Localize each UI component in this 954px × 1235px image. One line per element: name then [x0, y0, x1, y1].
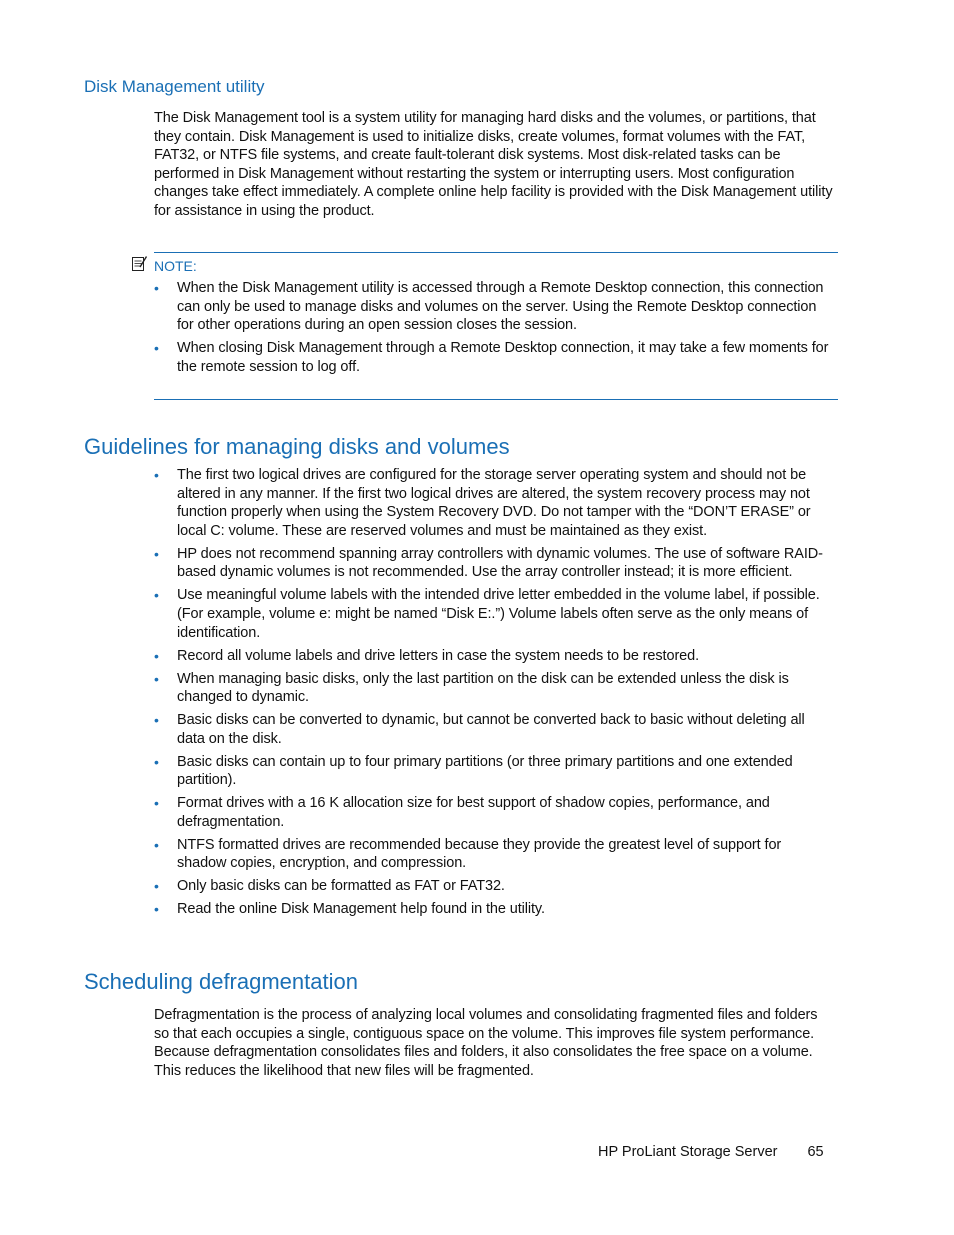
bullet-dot-icon: • [154, 753, 159, 770]
note-header [131, 255, 197, 277]
guideline-item: • Read the online Disk Management help found in the utility. [154, 901, 545, 918]
note-item: • When closing Disk Management through a Remote Desktop connection, it may take a few moments for the remote session to log off. [154, 340, 829, 375]
guideline-item: • Only basic disks can be formatted as FAT or FAT32. [154, 878, 505, 895]
note-item: • When the Disk Management utility is accessed through a Remote Desktop connection, this connection can only be used to manage disks and volumes on the server. Using the Remote Desktop connection for other operations during an open session closes the session. [154, 280, 824, 334]
defragmentation-paragraph: Defragmentation is the process of analyzing local volumes and consolidating fragmented files and folders so that each occupies a single, contiguous space on the volume. This improves file system performance. Because defragmentation consolidates files and folders, it also consolidates the free space on a volume. This reduces the likelihood that new files will be fragmented. [154, 1007, 818, 1079]
bullet-dot-icon: • [154, 587, 159, 604]
guideline-item: • Basic disks can contain up to four primary partitions (or three primary partitions and one extended partition). [154, 753, 793, 789]
guideline-item: • When managing basic disks, only the last partition on the disk can be extended unless the disk is changed to dynamic. [154, 670, 789, 706]
guidelines-bullet-list [154, 466, 834, 923]
bullet-dot-icon: • [154, 670, 159, 687]
note-label: NOTE: [154, 258, 197, 274]
page-footer [598, 1144, 824, 1160]
note-bullet-list [154, 279, 834, 381]
bullet-dot-icon: • [154, 647, 159, 664]
guideline-item: • Format drives with a 16 K allocation size for best support of shadow copies, performance, and defragmentation. [154, 795, 770, 830]
note-pad-icon [131, 255, 148, 277]
section-heading-defragmentation: Scheduling defragmentation [84, 969, 358, 994]
guideline-item: • Record all volume labels and drive letters in case the system needs to be restored. [154, 647, 700, 664]
guideline-item: • HP does not recommend spanning array controllers with dynamic volumes. The use of software RAID-based dynamic volumes is not recommended. Use the array controller instead; it is more efficient. [154, 545, 823, 581]
page-number: 65 [807, 1144, 824, 1160]
guideline-item: • Basic disks can be converted to dynamic, but cannot be converted back to basic without deleting all data on the disk. [154, 712, 805, 747]
bullet-dot-icon: • [154, 280, 159, 296]
bullet-dot-icon: • [154, 901, 159, 918]
bullet-dot-icon: • [154, 712, 159, 729]
footer-product-name: HP ProLiant Storage Server [598, 1144, 778, 1160]
guideline-item: • The first two logical drives are configured for the storage server operating system and should not be altered in any manner. If the first two logical drives are altered, the system recovery process may not function properly when using the System Recovery DVD. Do not tamper with the “DON’T ERASE” or local C: volume. These are reserved volumes and must be maintained as they exist. [154, 467, 811, 539]
bullet-dot-icon: • [154, 545, 159, 562]
disk-management-paragraph: The Disk Management tool is a system utility for managing hard disks and the volumes, or partitions, that they contain. Disk Management is used to initialize disks, create volumes, format volumes with the FAT, FAT32, or NTFS file systems, and create fault-tolerant disk systems. Most disk-related tasks can be performed in Disk Management without restarting the system or interrupting users. Most configuration changes take effect immediately. A complete online help facility is provided with the Disk Management utility for assistance in using the product. [154, 110, 833, 219]
bullet-dot-icon: • [154, 467, 159, 483]
section-heading-disk-management: Disk Management utility [84, 77, 265, 96]
bullet-dot-icon: • [154, 836, 159, 853]
section-heading-guidelines: Guidelines for managing disks and volumes [84, 434, 510, 459]
bullet-dot-icon: • [154, 795, 159, 812]
guideline-item: • Use meaningful volume labels with the intended drive letter embedded in the volume label, if possible. (For example, volume e: might be named “Disk E:.”) Volume labels often serve as the only means of identification. [154, 587, 820, 641]
guideline-item: • NTFS formatted drives are recommended because they provide the greatest level of support for shadow copies, encryption, and compression. [154, 836, 782, 872]
bullet-dot-icon: • [154, 878, 159, 895]
bullet-dot-icon: • [154, 340, 159, 357]
